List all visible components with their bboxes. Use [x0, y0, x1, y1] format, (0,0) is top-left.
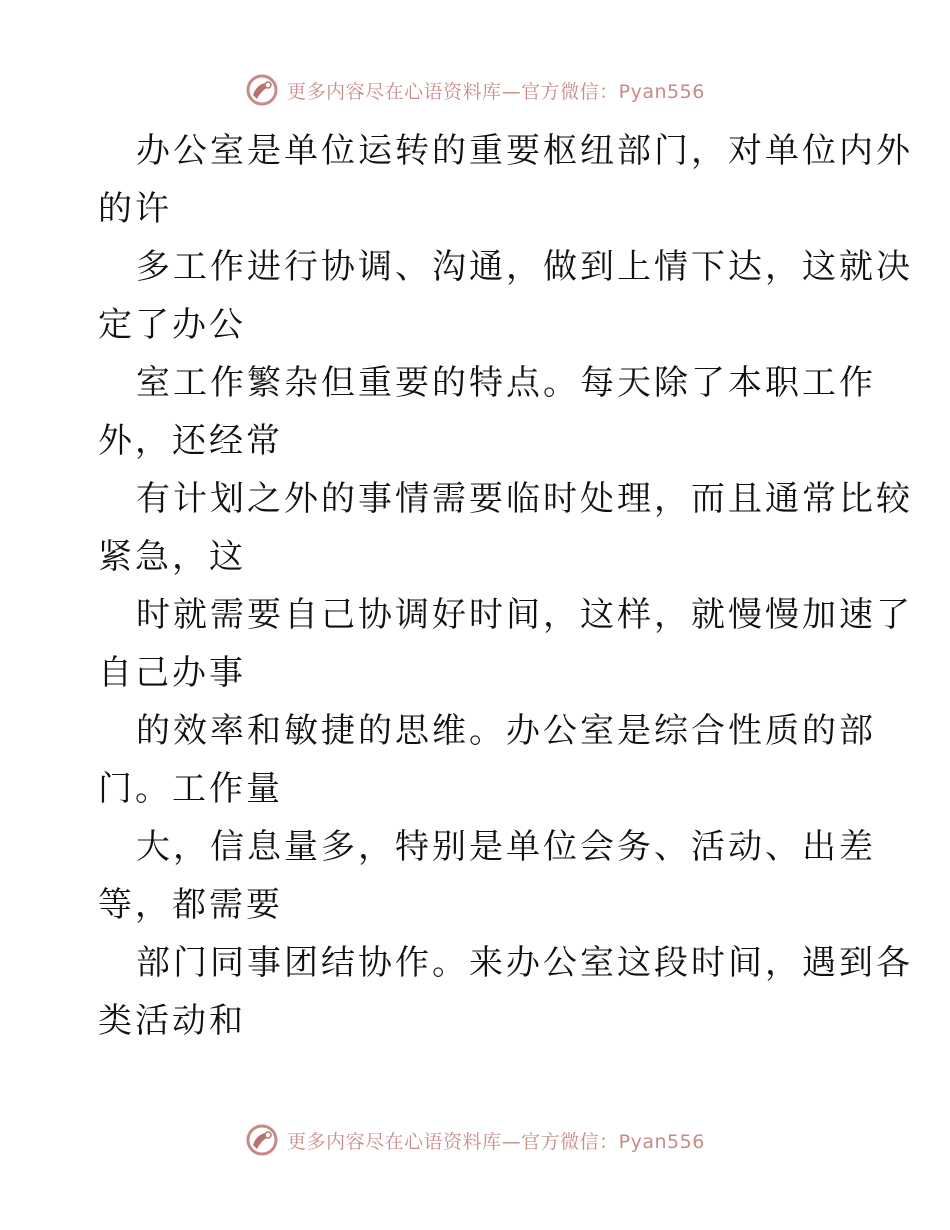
- text-line: 自己办事: [98, 653, 246, 693]
- header-watermark: [0, 70, 950, 110]
- text-line: 有计划之外的事情需要临时处理，而且通常比较: [136, 479, 913, 519]
- text-line: 外，还经常: [98, 421, 283, 461]
- watermark-logo-icon: [245, 73, 279, 107]
- text-line: 紧急，这: [98, 537, 246, 577]
- header-watermark-text: 更多内容尽在心语资料库—官方微信：Pyan556: [287, 80, 705, 103]
- text-line: 办公室是单位运转的重要枢纽部门，对单位内外: [136, 131, 913, 171]
- text-line: 部门同事团结协作。来办公室这段时间，遇到各: [136, 943, 913, 983]
- watermark-logo-icon: [245, 1123, 279, 1157]
- text-line: 时就需要自己协调好时间，这样，就慢慢加速了: [136, 595, 913, 635]
- text-line: 的许: [98, 189, 172, 229]
- text-line: 等，都需要: [98, 885, 283, 925]
- text-line: 类活动和: [98, 1001, 246, 1041]
- text-line: 的效率和敏捷的思维。办公室是综合性质的部: [136, 711, 876, 751]
- text-line: 多工作进行协调、沟通，做到上情下达，这就决: [136, 247, 913, 287]
- document-body: [98, 122, 913, 1050]
- footer-watermark: [0, 1120, 950, 1160]
- text-line: 定了办公: [98, 305, 246, 345]
- text-line: 室工作繁杂但重要的特点。每天除了本职工作: [136, 363, 876, 403]
- text-line: 大，信息量多，特别是单位会务、活动、出差: [136, 827, 876, 867]
- footer-watermark-text: 更多内容尽在心语资料库—官方微信：Pyan556: [287, 1130, 705, 1153]
- text-line: 门。工作量: [98, 769, 283, 809]
